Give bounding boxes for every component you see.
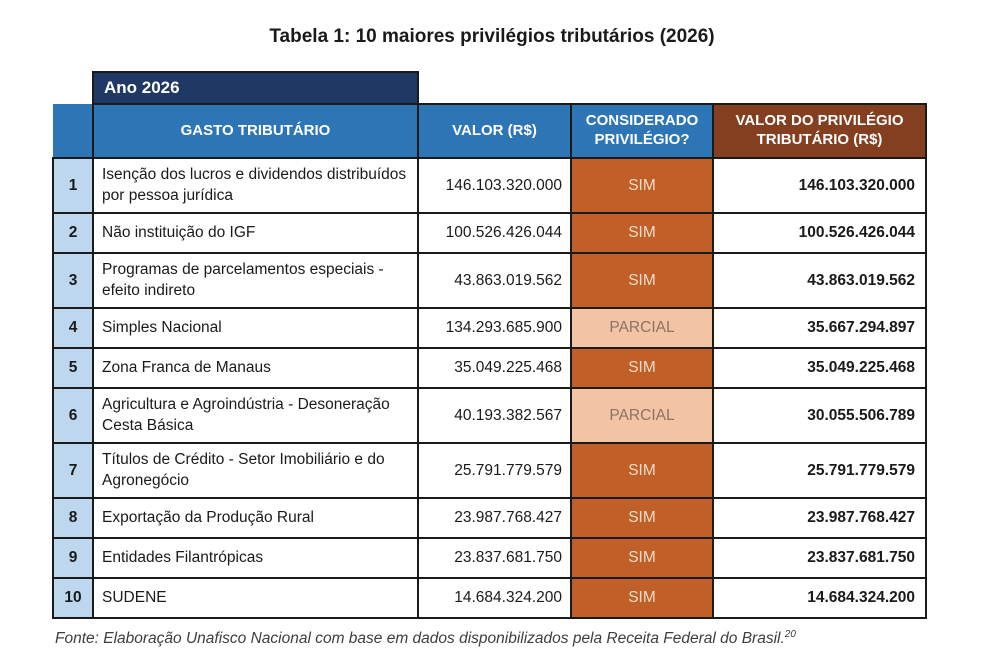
row-valor-privilegio: 35.667.294.897 — [713, 308, 926, 348]
row-rank: 10 — [53, 578, 93, 618]
row-valor-privilegio: 146.103.320.000 — [713, 158, 926, 213]
row-rank: 6 — [53, 388, 93, 443]
row-valor: 23.837.681.750 — [418, 538, 571, 578]
row-rank: 7 — [53, 443, 93, 498]
header-valor: VALOR (R$) — [418, 104, 571, 158]
row-valor-privilegio: 35.049.225.468 — [713, 348, 926, 388]
row-privilegio: SIM — [571, 578, 713, 618]
header-row — [53, 104, 926, 158]
row-privilegio: PARCIAL — [571, 308, 713, 348]
row-valor-privilegio: 43.863.019.562 — [713, 253, 926, 308]
row-valor-privilegio: 23.987.768.427 — [713, 498, 926, 538]
row-rank: 2 — [53, 213, 93, 253]
row-privilegio: PARCIAL — [571, 388, 713, 443]
row-valor: 43.863.019.562 — [418, 253, 571, 308]
row-gasto: Títulos de Crédito - Setor Imobiliário e do Agronegócio — [93, 443, 418, 498]
header-considerado: CONSIDERADO PRIVILÉGIO? — [571, 104, 713, 158]
year-header: Ano 2026 — [92, 71, 419, 103]
row-gasto: SUDENE — [93, 578, 418, 618]
row-gasto: Zona Franca de Manaus — [93, 348, 418, 388]
row-privilegio: SIM — [571, 498, 713, 538]
row-valor: 134.293.685.900 — [418, 308, 571, 348]
row-privilegio: SIM — [571, 158, 713, 213]
row-valor: 146.103.320.000 — [418, 158, 571, 213]
row-gasto: Não instituição do IGF — [93, 213, 418, 253]
row-privilegio: SIM — [571, 443, 713, 498]
row-valor: 35.049.225.468 — [418, 348, 571, 388]
row-valor-privilegio: 23.837.681.750 — [713, 538, 926, 578]
source-note-text: Fonte: Elaboração Unafisco Nacional com base em dados disponibilizados pela Receita Federal do Brasil. — [55, 630, 785, 648]
table-row — [53, 253, 926, 308]
row-rank: 4 — [53, 308, 93, 348]
source-note-ref: 20 — [784, 629, 796, 640]
table-row — [53, 578, 926, 618]
row-rank: 8 — [53, 498, 93, 538]
table-row — [53, 158, 926, 213]
row-privilegio: SIM — [571, 538, 713, 578]
row-gasto: Agricultura e Agroindústria - Desoneração Cesta Básica — [93, 388, 418, 443]
table-row — [53, 388, 926, 443]
row-privilegio: SIM — [571, 213, 713, 253]
row-rank: 1 — [53, 158, 93, 213]
table-row — [53, 538, 926, 578]
row-valor-privilegio: 30.055.506.789 — [713, 388, 926, 443]
row-gasto: Simples Nacional — [93, 308, 418, 348]
data-table — [52, 103, 927, 619]
tax-privileges-table — [52, 71, 927, 619]
row-valor: 25.791.779.579 — [418, 443, 571, 498]
table-row — [53, 308, 926, 348]
row-valor: 100.526.426.044 — [418, 213, 571, 253]
row-gasto: Exportação da Produção Rural — [93, 498, 418, 538]
row-valor-privilegio: 100.526.426.044 — [713, 213, 926, 253]
row-valor: 40.193.382.567 — [418, 388, 571, 443]
header-gasto: GASTO TRIBUTÁRIO — [93, 104, 418, 158]
row-rank: 3 — [53, 253, 93, 308]
header-valor-privilegio: VALOR DO PRIVILÉGIO TRIBUTÁRIO (R$) — [713, 104, 926, 158]
row-gasto: Programas de parcelamentos especiais - efeito indireto — [93, 253, 418, 308]
header-rank-empty — [53, 104, 93, 158]
row-valor-privilegio: 25.791.779.579 — [713, 443, 926, 498]
row-rank: 5 — [53, 348, 93, 388]
row-valor: 14.684.324.200 — [418, 578, 571, 618]
row-privilegio: SIM — [571, 348, 713, 388]
table-row — [53, 348, 926, 388]
table-row — [53, 213, 926, 253]
source-note — [55, 629, 796, 648]
row-privilegio: SIM — [571, 253, 713, 308]
row-valor-privilegio: 14.684.324.200 — [713, 578, 926, 618]
row-valor: 23.987.768.427 — [418, 498, 571, 538]
row-rank: 9 — [53, 538, 93, 578]
table-row — [53, 498, 926, 538]
table-row — [53, 443, 926, 498]
row-gasto: Entidades Filantrópicas — [93, 538, 418, 578]
page-title: Tabela 1: 10 maiores privilégios tributários (2026) — [269, 26, 715, 47]
row-gasto: Isenção dos lucros e dividendos distribuídos por pessoa jurídica — [93, 158, 418, 213]
